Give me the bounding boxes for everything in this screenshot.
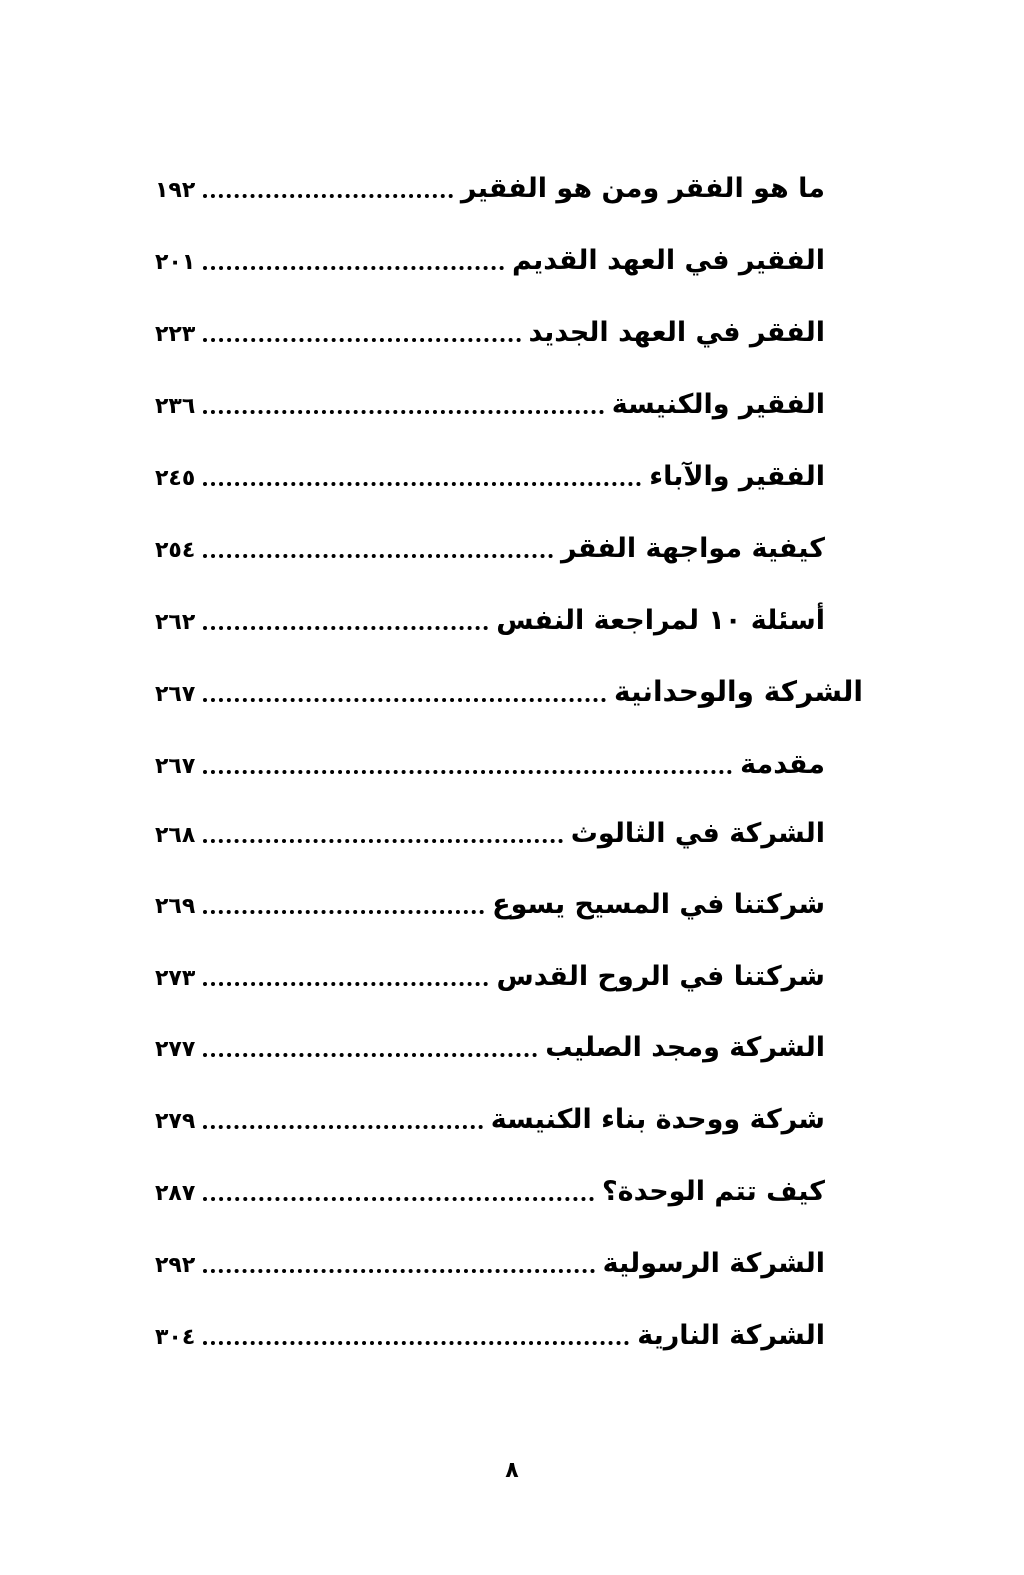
toc-entry	[155, 234, 825, 280]
toc-leader-dots	[203, 482, 641, 486]
toc-entry-page: ٢٤٥	[155, 466, 196, 491]
toc-entry-page: ٢٦٢	[155, 610, 196, 635]
toc-section-title: الشركة والوحدانية	[614, 675, 863, 708]
toc-leader-dots	[203, 1197, 594, 1201]
toc-entry-page: ٢٠١	[155, 250, 196, 275]
toc-entry	[155, 378, 825, 424]
toc-entry-page: ٢٣٦	[155, 394, 196, 419]
toc-entry-page: ٢٦٩	[155, 894, 196, 919]
toc-entry	[155, 306, 825, 352]
toc-entry-page: ٢٦٧	[155, 682, 196, 707]
toc-leader-dots	[203, 554, 553, 558]
toc-entry-title: الشركة الرسولية	[602, 1248, 825, 1279]
toc-entry-page: ٣٠٤	[155, 1325, 196, 1350]
toc-leader-dots	[203, 1053, 537, 1057]
toc-entry-page: ٢٧٧	[155, 1037, 196, 1062]
toc-entry-title: كيف تتم الوحدة؟	[602, 1176, 825, 1207]
toc-entry	[155, 162, 825, 208]
toc-leader-dots	[203, 410, 603, 414]
toc-entry	[155, 738, 825, 784]
toc-entry-title: الفقير في العهد القديم	[511, 245, 825, 276]
toc-leader-dots	[203, 1341, 629, 1345]
toc-entry-page: ٢٩٢	[155, 1253, 196, 1278]
toc-entry-title: الشركة النارية	[637, 1320, 825, 1351]
toc-leader-dots	[203, 982, 488, 986]
toc-entry	[155, 1021, 825, 1067]
toc-entry	[155, 522, 825, 568]
toc-entry-page: ٢٦٨	[155, 823, 196, 848]
toc-entry-page: ١٩٢	[155, 178, 196, 203]
toc-entry	[155, 1309, 825, 1355]
toc-leader-dots	[203, 338, 520, 342]
toc-leader-dots	[203, 770, 732, 774]
toc-entry-page: ٢٢٣	[155, 322, 196, 347]
toc-leader-dots	[203, 1269, 594, 1273]
toc-entry-title: الشركة ومجد الصليب	[545, 1032, 825, 1063]
toc-entry-page: ٢٨٧	[155, 1181, 196, 1206]
toc-leader-dots	[203, 839, 562, 843]
toc-section-entry	[155, 666, 863, 712]
toc-entry-title: الفقير والكنيسة	[611, 389, 825, 420]
toc-entry-title: الشركة في الثالوث	[570, 818, 825, 849]
toc-leader-dots	[203, 266, 504, 270]
toc-entry-title: الفقير والآباء	[649, 461, 825, 492]
toc-entry-title: ما هو الفقر ومن هو الفقير	[460, 173, 825, 204]
toc-entry	[155, 1093, 825, 1139]
toc-leader-dots	[203, 194, 453, 198]
toc-entry-page: ٢٧٣	[155, 966, 196, 991]
toc-entry-title: شركة ووحدة بناء الكنيسة	[490, 1104, 825, 1135]
toc-entry-title: مقدمة	[740, 749, 825, 780]
toc-entry	[155, 1237, 825, 1283]
toc-entry	[155, 950, 825, 996]
toc-entry-title: كيفية مواجهة الفقر	[561, 533, 825, 564]
toc-entry-page: ٢٥٤	[155, 538, 196, 563]
toc-entry-page: ٢٦٧	[155, 754, 196, 779]
toc-entry	[155, 450, 825, 496]
toc-entry	[155, 594, 825, 640]
toc-entry	[155, 807, 825, 853]
page-number: ٨	[505, 1458, 519, 1483]
toc-leader-dots	[203, 1125, 482, 1129]
toc-entry	[155, 878, 825, 924]
toc-leader-dots	[203, 698, 606, 702]
toc-entry-title: شركتنا في الروح القدس	[496, 961, 825, 992]
toc-leader-dots	[203, 910, 484, 914]
toc-entry-title: أسئلة ١٠ لمراجعة النفس	[496, 605, 825, 636]
toc-entry-title: شركتنا في المسيح يسوع	[492, 889, 825, 920]
toc-leader-dots	[203, 626, 488, 630]
toc-entry-title: الفقر في العهد الجديد	[528, 317, 825, 348]
toc-entry	[155, 1165, 825, 1211]
toc-entry-page: ٢٧٩	[155, 1109, 196, 1134]
